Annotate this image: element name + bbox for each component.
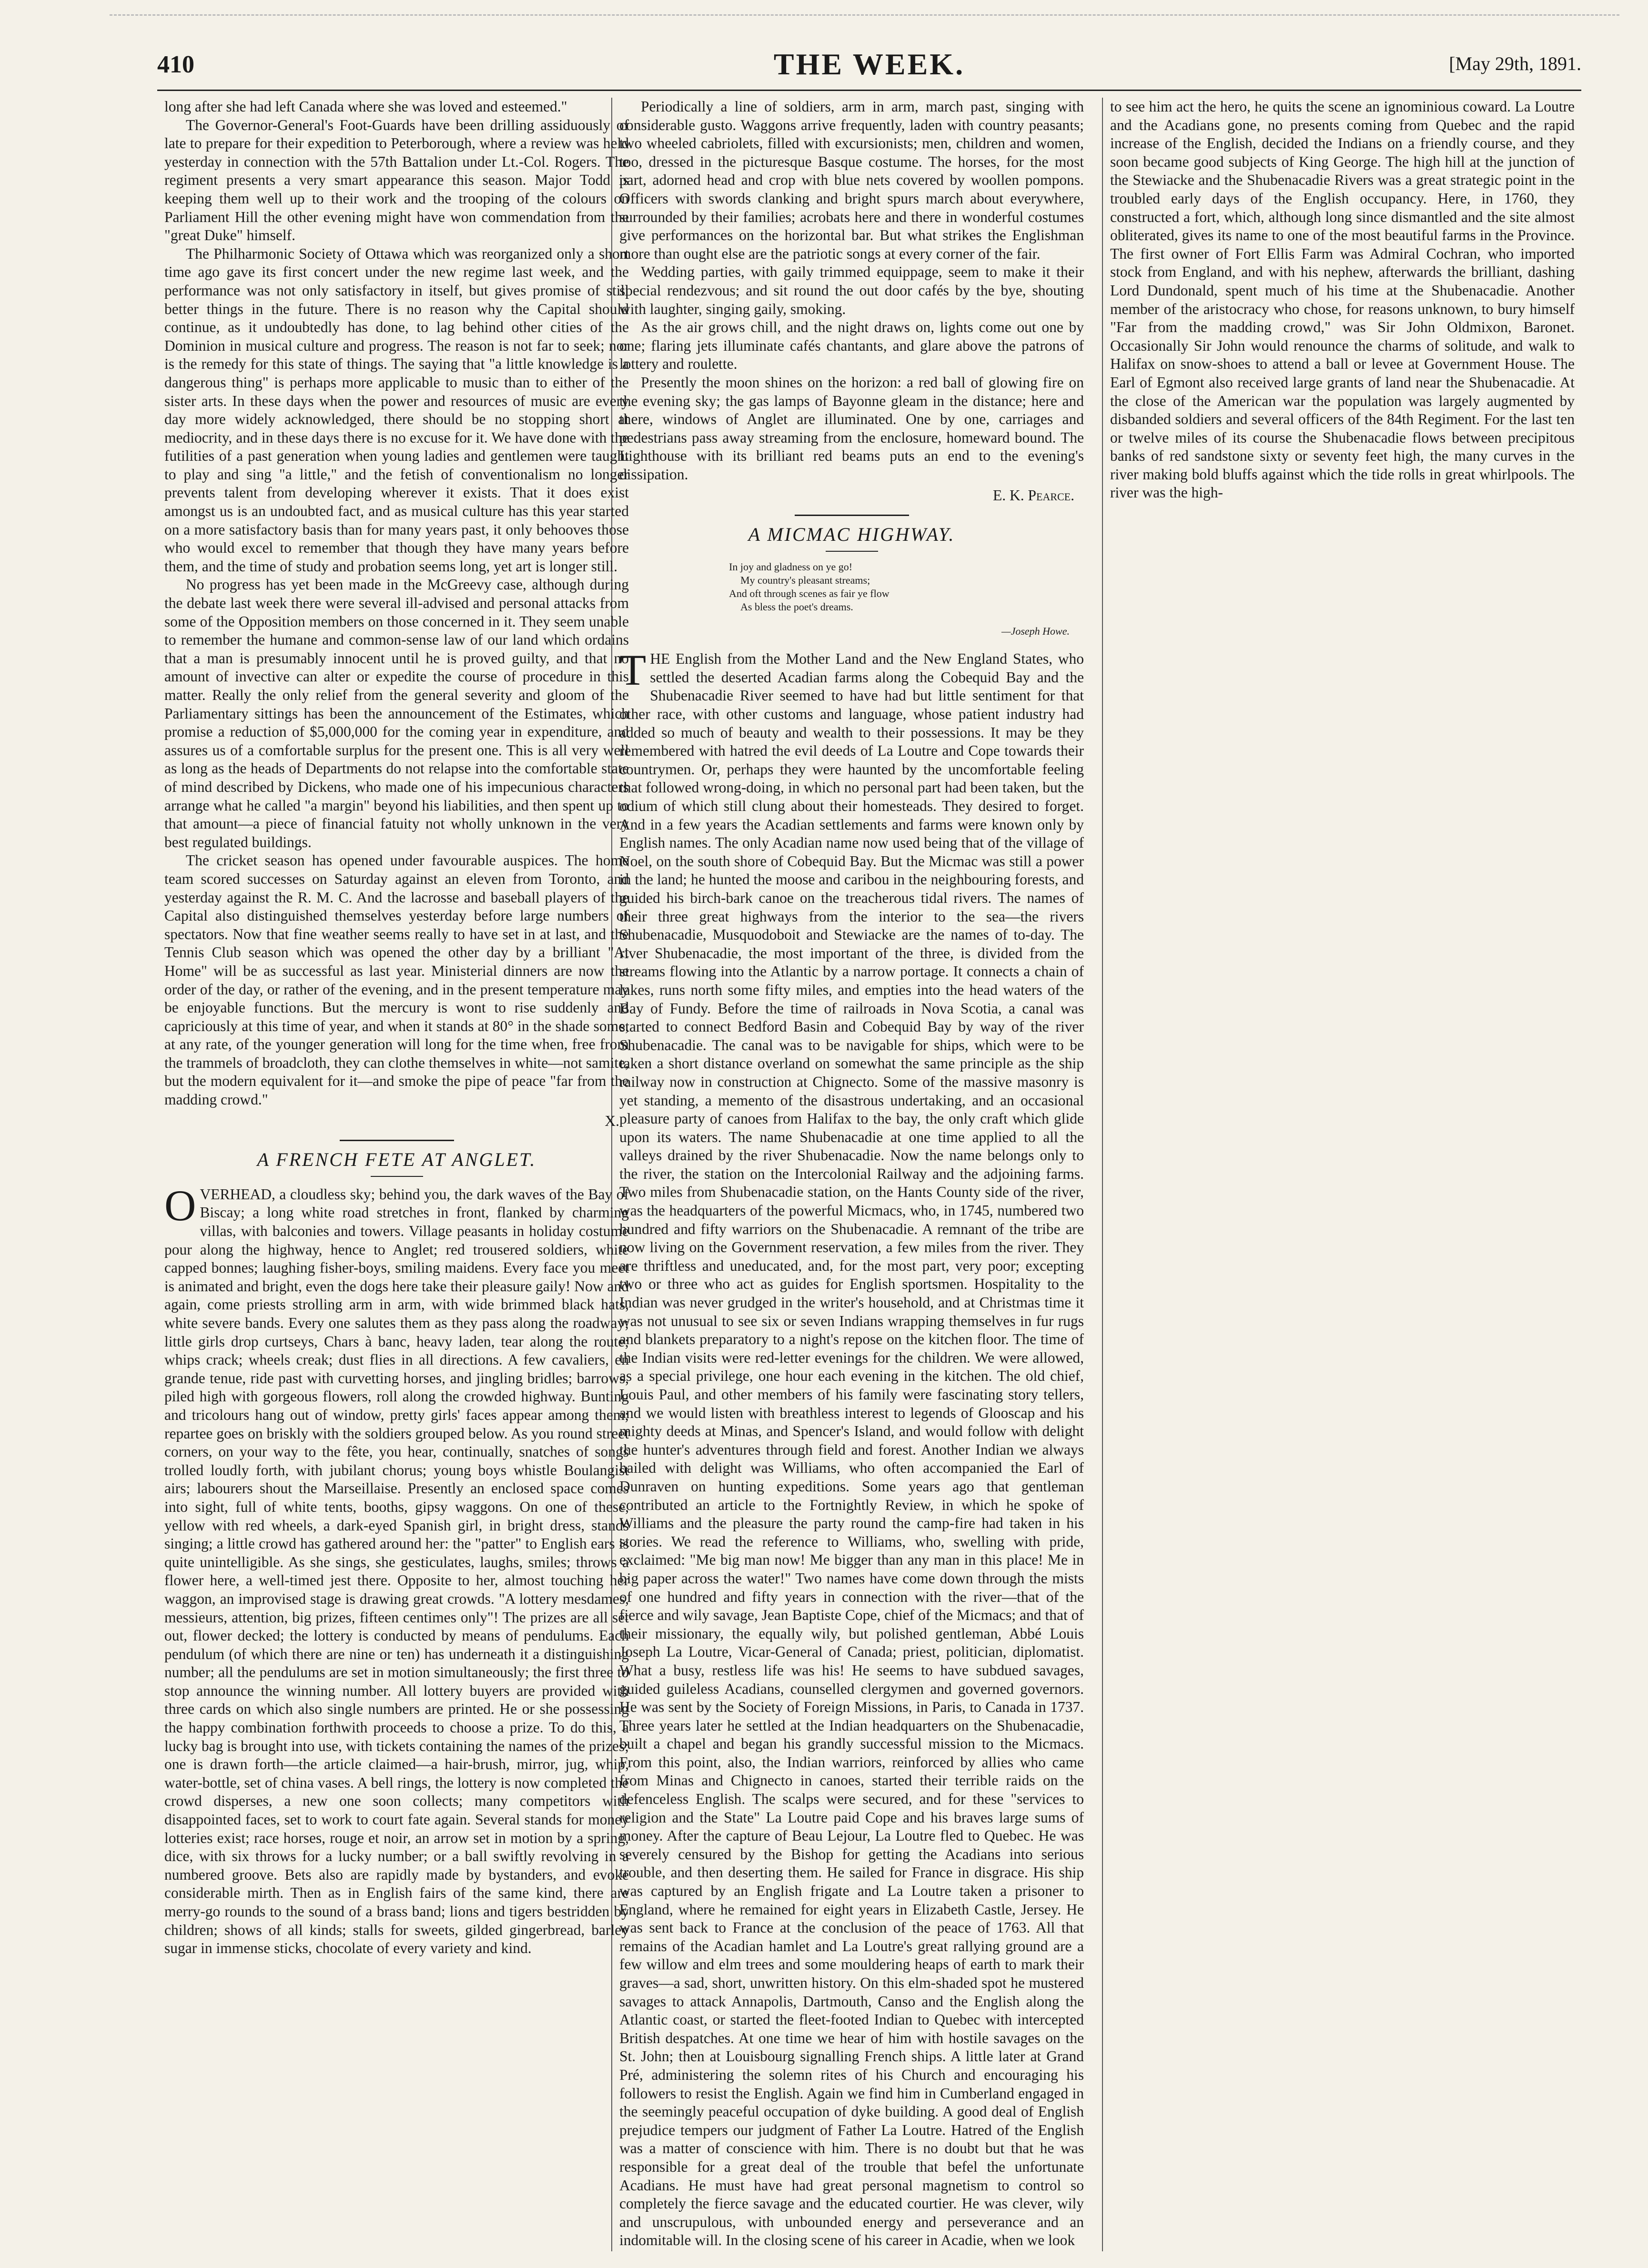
page-number: 410 [157,51,194,78]
column-2 [619,98,1084,2251]
signature: E. K. Pearce. [993,487,1074,504]
paragraph-continued: to see him act the hero, he quits the scene an ignominious coward. La Loutre and the Acadians gone, no presents coming from Quebec and the rapid increase of the English, decided the Indians on a friendly course, and they soon became good subjects of King George. The high hill at the junction of the Stewiacke and the Shubenacadie Rivers was a great strategic point in the troubled early days of the English occupancy. Here, in 1760, they constructed a fort, which, although long since dismantled and the site almost obliterated, gives its name to one of the most beautiful farms in the Province. The first owner of Fort Ellis Farm was Admiral Cochran, who imported stock from England, and with his nephew, afterwards the brilliant, dashing Lord Dundonald, spent much of his time at the Shubenacadie. Another member of the aristocracy who chose, for reasons unknown, to bury himself "Far from the madding crowd," was Sir John Oldmixon, Baronet. Occasionally Sir John would renounce the charms of solitude, and walk to Halifax on snow-shoes to attend a ball or levee at Government House. The Earl of Egmont also received large grants of land near the Shubenacadie. At the close of the American war the population was largely augmented by disbanded soldiers and several officers of the 84th Regiment. For the last ten or twelve miles of its course the Shubenacadie flows between precipitous banks of red sandstone sixty or seventy feet high, the many curves in the river making bold bluffs against which the tide rolls in great whirlpools. The river was the high- [1110,98,1575,501]
poem-line: My country's pleasant streams; [740,574,870,586]
signature: X. [605,1112,619,1129]
paragraph: No progress has yet been made in the McGreevy case, although during the debate last week there were several ill-advised and personal attacks from some of the Opposition members on those concerned in it. They seem unable to remember the humane and common-sense law of our land which ordains that a man is presumably innocent until he is proved guilty, and that no amount of invective can alter or expedite the course of procedure in this matter. Really the only relief from the general severity and gloom of the Parliamentary sittings has been the announcement of the Estimates, which promise a reduction of $5,000,000 for the coming year in expenditure, and assures us of a comfortable surplus for the present one. This is all very well as long as the heads of Departments do not relapse into the comfortable state of mind described by Dickens, who made one of his impecunious characters arrange what he called "a margin" beyond his liabilities, and then spent up to that amount—a piece of financial fatuity not wholly unknown in the very best regulated buildings. [164,576,629,850]
paragraph: Presently the moon shines on the horizon: a red ball of glowing fire on the evening sky; the gas lamps of Bayonne gleam in the distance; here and there, windows of Anglet are illuminated. One by one, carriages and pedestrians pass away streaming from the enclosure, homeward bound. The Lighthouse with its brilliant red beams puts an end to the evening's dissipation. [619,374,1084,483]
column-1 [164,98,629,2251]
paragraph [619,646,1084,2250]
header-rule [157,90,1581,91]
paragraph: long after she had left Canada where she was loved and esteemed." [164,98,567,115]
poem-line: And oft through scenes as fair ye flow [729,587,890,599]
paragraph: The Governor-General's Foot-Guards have been drilling assiduously of late to prepare for their expedition to Peterborough, where a review was held yesterday in connection with the 57th Battalion under Lt.-Col. Rogers. The regiment presents a very smart appearance this season. Major Todd is keeping them well up to their work and the trooping of the colours on Parliament Hill the other evening might have won commendation from the "great Duke" himself. [164,116,629,244]
issue-date: [May 29th, 1891. [1449,53,1581,74]
paragraph: The cricket season has opened under favourable auspices. The home team scored successes on Saturday against an eleven from Toronto, and yesterday against the R. M. C. And the lacrosse and baseball players of the Capital also distinguished themselves yesterday before large numbers of spectators. Now that fine weather seems really to have set in at last, and the Tennis Club season which was opened the other day by a brilliant "At Home" will be as successful as last year. Ministerial dinners are now the order of the day, or rather of the evening, and in the present temperature may be enjoyable functions. But the mercury is wont to rise suddenly and capriciously at this time of year, and when it stands at 80° in the shade some, at any rate, of the younger generation will long for the time when, free from the trammels of broadcloth, they can clothe themselves in white—not samite, but the modern equivalent for it—and smoke the pipe of peace "far from the madding crowd." [164,852,629,1108]
title-rule [371,1176,423,1177]
article-title: A FRENCH FETE AT ANGLET. [257,1149,536,1171]
paragraph: The Philharmonic Society of Ottawa which was reorganized only a short time ago gave its first concert under the new regime last week, and the performance was not only satisfactory in itself, but gives promise of still better things in the future. There is no reason why the Capital should continue, as it undoubtedly has done, to lag behind other cities of the Dominion in musical culture and progress. The reason is not far to seek; nor is the remedy for this state of things. The saying that "a little knowledge is a dangerous thing" is perhaps more applicable to music than to either of the sister arts. In these days when the power and resources of music are every day more widely acknowledged, there should be no stopping short at mediocrity, and in these days there is no excuse for it. We have done with the futilities of a past generation when young ladies and gentlemen were taught to play and sing "a little," and the fetish of conventionalism no longer prevents talent from developing wherever it exists. That it does exist amongst us is an undoubted fact, and as musical culture has this year started on a more satisfactory basis than for many years past, it only behooves those who would excel to remember that though they have many years before them, and the time of study and probation seems long, yet art is longer still. [164,245,629,575]
paragraph: Wedding parties, with gaily trimmed equippage, seem to make it their special rendezvous; and sit round the out door cafés by the bye, shouting with laughter, singing gaily, smoking. [619,263,1084,317]
epigraph-attribution: —Joseph Howe. [1001,625,1070,637]
drop-cap: O [164,1181,196,1230]
journal-title: THE WEEK. [773,47,965,81]
poem-line: In joy and gladness on ye go! [729,560,853,573]
paragraph-text: VERHEAD, a cloudless sky; behind you, the dark waves of the Bay of Biscay; a long white road stretches in front, flanked by charming villas, with balconies and towers. Village peasants in holiday costume pour along the highway, hence to Anglet; red trousered soldiers, white capped bonnes; laughing fisher-boys, smiling maidens. Every face you meet is animated and bright, even the dogs here take their pleasure gaily! Now and again, come priests strolling arm in arm, with wide brimmed black hats, white severe bands. Every one salutes them as they pass along the roadway; little girls drop curtseys, Chars à banc, heavy laden, tear along the route; whips crack; wheels creak; dust flies in all directions. A few cavaliers, en grande tenue, ride past with curvetting horses, and jingling bridles; barrows, piled high with gorgeous flowers, roll along the crowded highway. Bunting and tricolours hang out of window, pretty girls' faces appear among them; repartee goes on briskly with the soldiers grouped below. As you round street corners, on your way to the fête, you hear, continually, snatches of songs trolled loudly forth, with jubilant chorus; young boys whistle Boulangist airs; labourers shout the Marseillaise. Presently an enclosed space comes into sight, full of white tents, booths, gipsy waggons. On one of these, yellow with red wheels, a dark-eyed Spanish girl, in bright dress, stands singing; a little crowd has gathered around her: the "patter" to English ears is quite unintelligible. As she sings, she gesticulates, laughs, smiles; throws a flower here, a well-timed jest there. Opposite to her, almost touching her waggon, an improvised stage is drawing great crowds. "A lottery mesdames, messieurs, attention, big prizes, fifteen centimes only"! The prizes are all set out, flower decked; the lottery is conducted by means of pendulums. Each pendulum (of which there are nine or ten) has underneath it a distinguishing number; all the pendulums are set in motion simultaneously; the first three to stop announce the winning number. All lottery buyers are provided with three cards on which also single numbers are printed. He or she possessing the happy combination forthwith proceeds to choose a prize. To do this, a lucky bag is brought into use, with tickets containing the names of the prizes; one is drawn forth—the article claimed—a hair-brush, mirror, jug, whip, water-bottle, set of china vases. A bell rings, the lottery is now completed the crowd disperses, a new one soon collects; many competitors with disappointed faces, set to work to court fate again. Several stands for money lotteries exist; race horses, rouge et noir, an arrow set in motion by a spring, dice, with six throws for a lucky number; or a ball swiftly revolving in a numbered groove. Bets also are rapidly made by bystanders, and evoke considerable mirth. Then as in English fairs of the same kind, there are merry-go rounds to the sound of a brass band; lions and tigers bestridden by children; shows of all kinds; stalls for sweets, gilded gingerbread, barley sugar in immense sticks, chocolate of every variety and kind. [164,1185,629,1957]
section-rule [340,1140,454,1141]
title-rule [826,551,878,552]
column-3 [1110,98,1575,2251]
epigraph-poem [729,560,1084,614]
section-rule [795,515,909,516]
article-title: A MICMAC HIGHWAY. [748,524,955,546]
paragraph: As the air grows chill, and the night draws on, lights come out one by one; flaring jets illuminate cafés chantants, and glare above the patrons of lottery and roulette. [619,319,1084,373]
column-rule [1102,98,1103,2251]
drop-cap: T [619,646,647,695]
poem-line: As bless the poet's dreams. [740,600,853,613]
paragraph [164,1181,629,1958]
page-header [157,47,1581,85]
paragraph: Periodically a line of soldiers, arm in arm, march past, singing with considerable gusto. Waggons arrive frequently, laden with country peasants; two wheeled cabriolets, filled with excursionists; men, children and women, too, dressed in the picturesque Basque costume. The horses, for the most part, adorned head and crop with blue nets covered by woollen pompons. Officers with swords clanking and bright spurs march about everywhere, surrounded by their families; acrobats here and there in wonderful costumes give performances on the horizontal bar. But what strikes the Englishman more than ought else are the patriotic songs at every corner of the fair. [619,98,1084,262]
top-edge-rule [110,14,1619,16]
paragraph-text: HE English from the Mother Land and the New England States, who settled the deserted Acadian farms along the Cobequid Bay and the Shubenacadie River seemed to have had but little sentiment for that other race, with other customs and language, whose patient industry had added so much of beauty and wealth to their possessions. It may be they remembered with hatred the evil deeds of La Loutre and Cope towards their countrymen. Or, perhaps they were haunted by the uncomfortable feeling that followed wrong-doing, in which no personal part had been taken, but the odium of which still clung about their homesteads. They desired to forget. And in a few years the Acadian settlements and farms were known only by English names. The only Acadian name now used being that of the village of Noel, on the south shore of Cobequid Bay. But the Micmac was still a power in the land; he hunted the moose and caribou in the neighbouring forests, and guided his birch-bark canoe on the treacherous tidal rivers. The names of their three great highways from the interior to the sea—the rivers Shubenacadie, Musquodoboit and Stewiacke are the names of to-day. The river Shubenacadie, the most important of the three, is divided from the streams flowing into the Atlantic by a narrow portage. It connects a chain of lakes, runs north some fifty miles, and empties into the head waters of the Bay of Fundy. Before the time of railroads in Nova Scotia, a canal was started to connect Bedford Basin and Cobequid Bay by way of the river Shubenacadie. The canal was to be navigable for ships, which were to be taken a short distance overland on somewhat the same principle as the ship railway now in construction at Chignecto. Some of the massive masonry is yet standing, a memento of the disastrous undertaking, and an occasional pleasure party of canoes from Halifax to the bay, the only craft which glide upon its waters. The name Shubenacadie at one time applied to all the valleys drained by the river Shubenacadie. Now the name belongs only to the river, the station on the Intercolonial Railway and the adjoining farms. Two miles from Shubenacadie station, on the Hants County side of the river, was the headquarters of the powerful Micmacs, who, in 1745, numbered two hundred and fifty warriors on the Shubenacadie. A remnant of the tribe are now living on the Government reservation, a few miles from the river. They are thriftless and uneducated, and, for the most part, very poor; excepting two or three who act as guides for English sportsmen. Hospitality to the Indian was never grudged in the writer's household, and at Christmas time it was not unusual to see six or seven Indians wrapping themselves in fur rugs and blankets preparatory to a night's repose on the kitchen floor. The time of the Indian visits were red-letter evenings for the children. We were allowed, as a special privilege, one hour each evening in the kitchen. The old chief, Louis Paul, and other members of his family were fascinating story tellers, and we would listen with breathless interest to legends of Glooscap and his mighty deeds at Minas, and Spencer's Island, and would follow with delight the hunter's adventures through field and forest. Another Indian we always hailed with delight was Williams, who often accompanied the Earl of Dunraven on hunting expeditions. Some years ago that gentleman contributed an article to the Fortnightly Review, in which he spoke of Williams and the pleasure the party round the camp-fire had taken in his stories. We read the reference to Williams, who, swelling with pride, exclaimed: "Me big man now! Me bigger than any man in this place! Me in big paper across the water!" Two names have come down through the mists of one hundred and fifty years in connection with the river—that of the fierce and wily savage, Jean Baptiste Cope, chief of the Micmacs; and that of their missionary, the equally wily, but polished gentleman, Abbé Louis Joseph La Loutre, Vicar-General of Canada; priest, politician, diplomatist. What a busy, restless life was his! He seems to have subdued savages, guided guileless Acadians, counselled clergymen and governed governors. He was sent by the Society of Foreign Missions, in Paris, to Canada in 1737. Three years later he settled at the Indian headquarters on the Shubenacadie, built a chapel and began his grandly successful mission to the Micmacs. From this point, also, the Indian warriors, reinforced by allies who came from Minas and Chignecto in canoes, started their terrible raids on the defenceless English. The scalps were secured, and for these "services to religion and the State" La Loutre paid Cope and his braves large sums of money. After the capture of Beau Lejour, La Loutre fled to Quebec. He was severely censured by the Bishop for getting the Acadians into serious trouble, and then deserting them. He sailed for France in disgrace. His ship was captured by an English frigate and La Loutre taken a prisoner to England, where he remained for eight years in Elizabeth Castle, Jersey. He was sent back to France at the conclusion of the peace of 1763. All that remains of the Acadian hamlet and La Loutre's great rallying ground are a few willow and elm trees and some mouldering heaps of earth to mark their graves—a sad, short, unwritten history. On this elm-shaded spot he mustered savages to attack Annapolis, Dartmouth, Canso and the English along the Atlantic coast, or started the fleet-footed Indian to Quebec with intercepted British despatches. At one time we hear of him with hostile savages on the St. John; then at Louisbourg signalling French ships. A little later at Grand Pré, administering the solemn rites of his Church and encouraging his followers to resist the English. Again we find him in Cumberland engaged in the seemingly peaceful occupation of dyke building. A good deal of English prejudice tempers our judgment of Father La Loutre. Hatred of the English was a matter of conscience with him. There is no doubt but that he was responsible for a great deal of the trouble that befel the unfortunate Acadians. He must have had great personal magnetism to control so completely the fierce savage and the educated courtier. He was clever, wily and unscrupulous, with unbounded energy and perseverance and an indomitable will. In the closing scene of his career in Acadie, when we look [619,650,1084,2249]
